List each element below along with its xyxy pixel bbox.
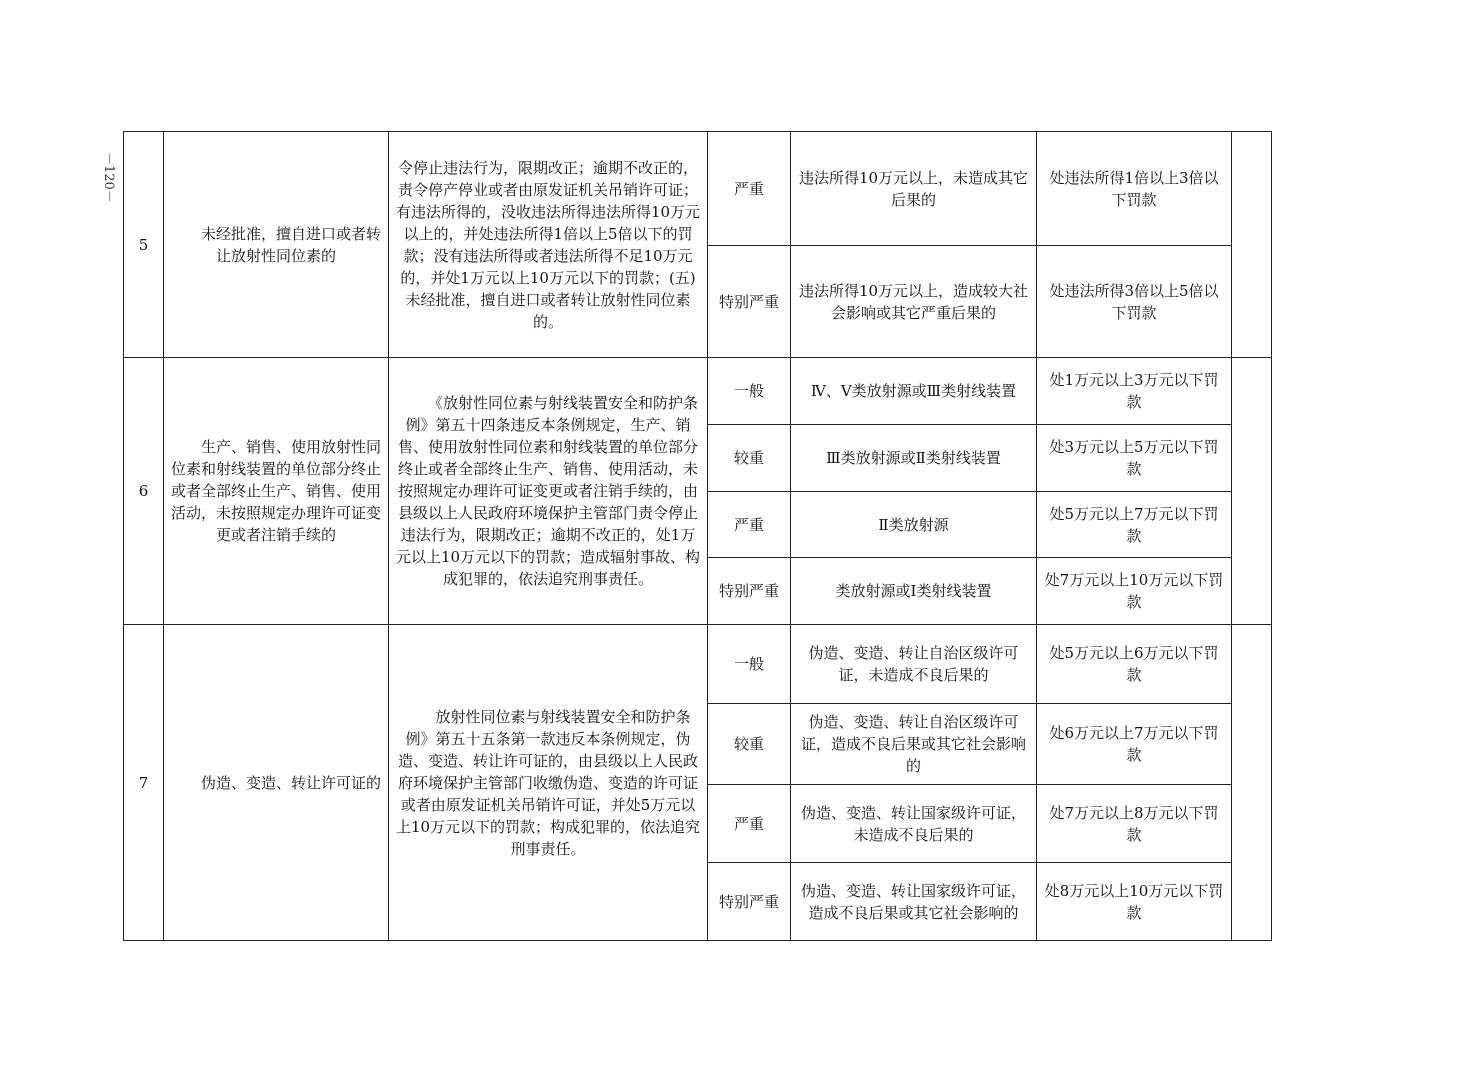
item-number: 7: [124, 625, 164, 941]
violation-behavior: 伪造、变造、转让许可证的: [164, 625, 389, 941]
remarks-cell: [1232, 358, 1272, 625]
penalty-standard: 处7万元以上10万元以下罚款: [1037, 558, 1232, 625]
violation-circumstance: 伪造、变造、转让自治区级许可证，未造成不良后果的: [791, 625, 1037, 704]
penalty-standard: 处1万元以上3万元以下罚款: [1037, 358, 1232, 425]
violation-circumstance: 违法所得10万元以上，造成较大社会影响或其它严重后果的: [791, 246, 1037, 358]
violation-circumstance: 伪造、变造、转让自治区级许可证，造成不良后果或其它社会影响的: [791, 704, 1037, 785]
violation-circumstance: 违法所得10万元以上，未造成其它后果的: [791, 132, 1037, 246]
penalty-standard: 处违法所得3倍以上5倍以下罚款: [1037, 246, 1232, 358]
violation-behavior: 生产、销售、使用放射性同位素和射线装置的单位部分终止或者全部终止生产、销售、使用活动，未按照规定办理许可证变更或者注销手续的: [164, 358, 389, 625]
table-row: [124, 132, 1272, 246]
violation-level: 特别严重: [708, 558, 791, 625]
item-number: 5: [124, 132, 164, 358]
penalty-standard: 处5万元以上7万元以下罚款: [1037, 492, 1232, 558]
violation-level: 特别严重: [708, 246, 791, 358]
remarks-cell: [1232, 132, 1272, 358]
penalty-standard: 处3万元以上5万元以下罚款: [1037, 425, 1232, 492]
penalty-standard: 处6万元以上7万元以下罚款: [1037, 704, 1232, 785]
violation-level: 一般: [708, 358, 791, 425]
penalty-standard: 处8万元以上10万元以下罚款: [1037, 863, 1232, 941]
penalty-standard: 处7万元以上8万元以下罚款: [1037, 785, 1232, 863]
violation-level: 严重: [708, 785, 791, 863]
legal-basis: 令停止违法行为，限期改正；逾期不改正的，责令停产停业或者由原发证机关吊销许可证；有违法所得的，没收违法所得违法所得10万元以上的，并处违法所得1倍以上5倍以下的罚款；没有违法所得或者违法所得不足10万元的，并处1万元以上10万元以下的罚款；(五)未经批准，擅自进口或者转让放射性同位素的。: [389, 132, 708, 358]
violation-circumstance: 伪造、变造、转让国家级许可证，造成不良后果或其它社会影响的: [791, 863, 1037, 941]
violation-behavior: 未经批准，擅自进口或者转让放射性同位素的: [164, 132, 389, 358]
violation-circumstance: 伪造、变造、转让国家级许可证，未造成不良后果的: [791, 785, 1037, 863]
penalty-standard: 处5万元以上6万元以下罚款: [1037, 625, 1232, 704]
violation-level: 严重: [708, 492, 791, 558]
violation-circumstance: 类放射源或I类射线装置: [791, 558, 1037, 625]
violation-level: 较重: [708, 425, 791, 492]
legal-basis: 放射性同位素与射线装置安全和防护条例》第五十五条第一款违反本条例规定，伪造、变造、转让许可证的，由县级以上人民政府环境保护主管部门收缴伪造、变造的许可证或者由原发证机关吊销许可证，并处5万元以上10万元以下的罚款；构成犯罪的，依法追究刑事责任。: [389, 625, 708, 941]
table-row: [124, 625, 1272, 704]
violation-level: 一般: [708, 625, 791, 704]
remarks-cell: [1232, 625, 1272, 941]
penalty-standard: 处违法所得1倍以上3倍以下罚款: [1037, 132, 1232, 246]
page-number: －120－: [101, 152, 116, 203]
violation-level: 较重: [708, 704, 791, 785]
legal-basis: 《放射性同位素与射线装置安全和防护条例》第五十四条违反本条例规定，生产、销售、使用放射性同位素和射线装置的单位部分终止或者全部终止生产、销售、使用活动，未按照规定办理许可证变更或者注销手续的，由县级以上人民政府环境保护主管部门责令停止违法行为，限期改正；逾期不改正的，处1万元以上10万元以下的罚款；造成辐射事故、构成犯罪的，依法追究刑事责任。: [389, 358, 708, 625]
violation-level: 特别严重: [708, 863, 791, 941]
table-row: [124, 358, 1272, 425]
violation-circumstance: Ⅲ类放射源或Ⅱ类射线装置: [791, 425, 1037, 492]
item-number: 6: [124, 358, 164, 625]
violation-circumstance: Ⅳ、Ⅴ类放射源或Ⅲ类射线装置: [791, 358, 1037, 425]
penalty-standard-table: [123, 131, 1272, 941]
violation-circumstance: Ⅱ类放射源: [791, 492, 1037, 558]
violation-level: 严重: [708, 132, 791, 246]
